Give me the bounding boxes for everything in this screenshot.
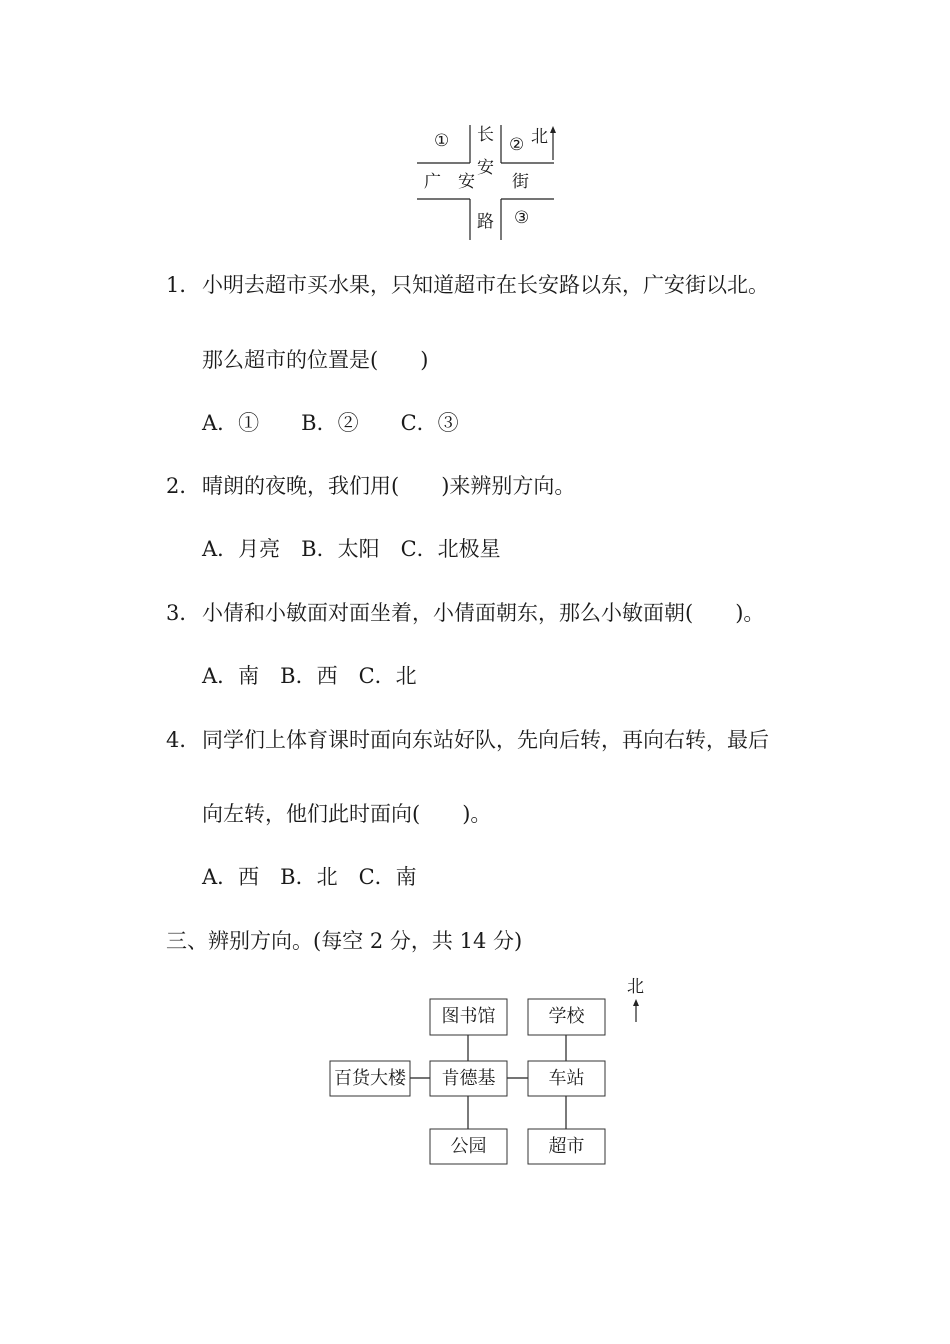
question-options: A．月亮 B．太阳 C．北极星 xyxy=(202,537,501,561)
north-label: 北 xyxy=(627,977,644,997)
north-label: 北 xyxy=(531,127,548,147)
question-number: 3． xyxy=(166,601,201,625)
question-options: A．① B．② C．③ xyxy=(202,411,459,435)
box-school: 学校 xyxy=(548,1006,585,1027)
question-stem: 小明去超市买水果，只知道超市在长安路以东，广安街以北。 xyxy=(202,273,769,297)
box-department-store: 百货大楼 xyxy=(334,1068,406,1089)
road-guangan-char-2: 安 xyxy=(458,172,475,192)
road-changan-char-1: 长 xyxy=(477,125,494,145)
box-bus-station: 车站 xyxy=(548,1068,585,1089)
region-1-label: ① xyxy=(434,131,450,151)
question-stem-continued: 那么超市的位置是( ) xyxy=(202,348,429,372)
question-stem: 小倩和小敏面对面坐着，小倩面朝东，那么小敏面朝( )。 xyxy=(202,601,765,625)
question-number: 1． xyxy=(166,273,201,297)
question-number: 2． xyxy=(166,474,201,498)
question-stem-continued: 向左转，他们此时面向( )。 xyxy=(202,802,492,826)
north-arrow-icon xyxy=(633,999,639,1006)
question-stem: 同学们上体育课时面向东站好队，先向后转，再向右转，最后 xyxy=(202,728,769,752)
road-guangan-char-3: 街 xyxy=(512,172,529,192)
road-changan-char-3: 路 xyxy=(477,212,494,232)
road-guangan-char-1: 广 xyxy=(424,172,441,192)
question-options: A．南 B．西 C．北 xyxy=(202,664,417,688)
section-3-title: 三、辨别方向。(每空 2 分，共 14 分) xyxy=(166,929,523,953)
road-changan-char-2: 安 xyxy=(477,158,494,178)
box-library: 图书馆 xyxy=(441,1006,496,1027)
question-number: 4． xyxy=(166,728,201,752)
question-options: A．西 B．北 C．南 xyxy=(202,865,417,889)
box-park: 公园 xyxy=(450,1136,487,1157)
region-2-label: ② xyxy=(509,135,525,155)
region-3-label: ③ xyxy=(514,208,530,228)
box-supermarket: 超市 xyxy=(548,1136,585,1157)
question-stem: 晴朗的夜晚，我们用( )来辨别方向。 xyxy=(202,474,576,498)
box-kfc: 肯德基 xyxy=(441,1068,496,1089)
